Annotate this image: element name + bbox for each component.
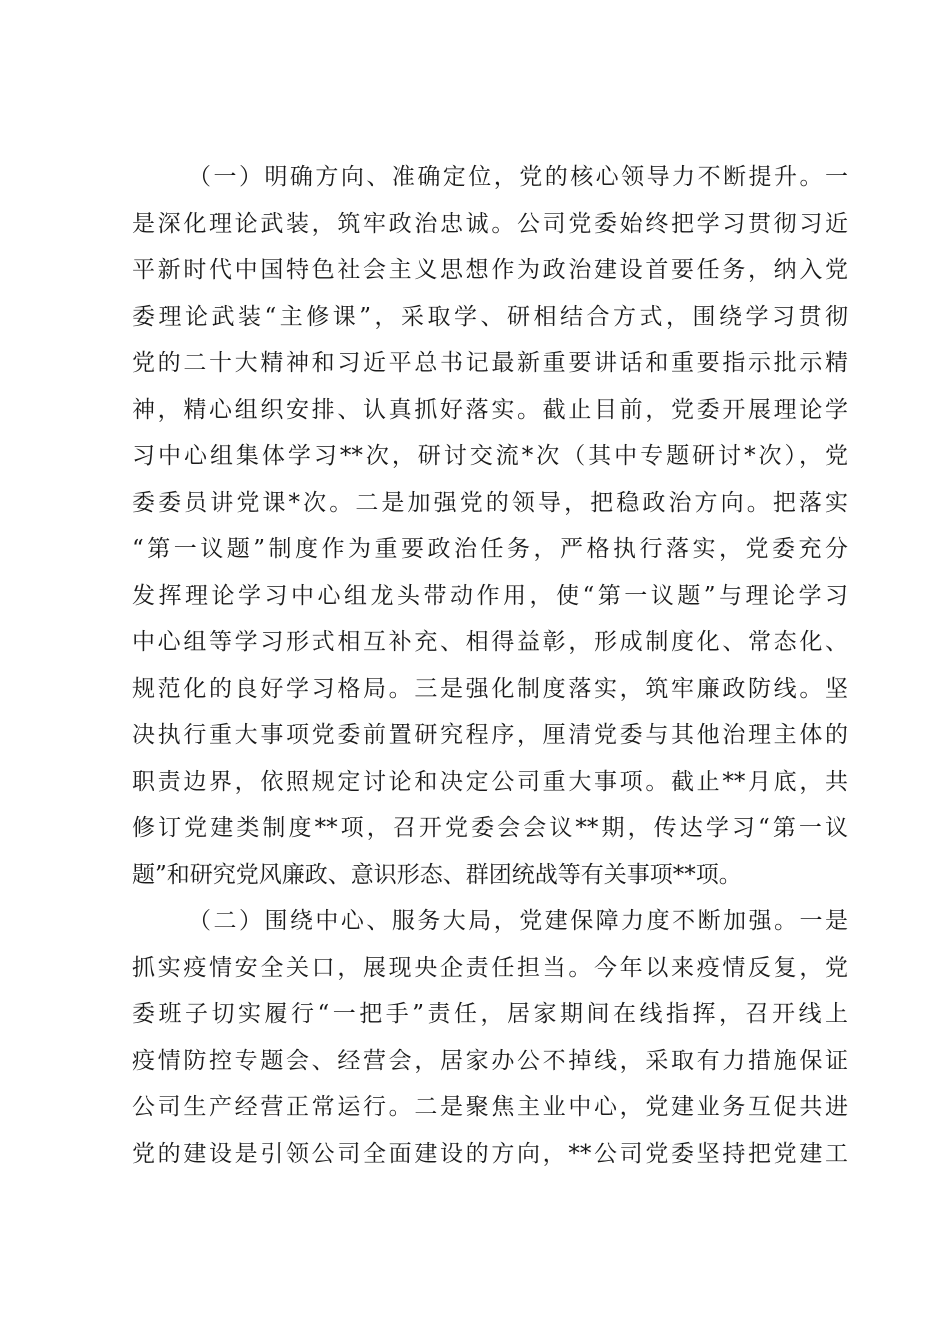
text-line: 发挥理论学习中心组龙头带动作用，使“第一议题”与理论学习	[132, 582, 848, 609]
text-line: 修订党建类制度**项，召开党委会会议**期，传达学习“第一议	[132, 815, 848, 841]
text-line: 平新时代中国特色社会主义思想作为政治建设首要任务，纳入党	[132, 257, 848, 283]
text-line: （一）明确方向、准确定位，党的核心领导力不断提升。一	[188, 164, 848, 190]
text-line: 党的建设是引领公司全面建设的方向，**公司党委坚持把党建工	[132, 1140, 848, 1167]
text-line: （二）围绕中心、服务大局，党建保障力度不断加强。一是	[188, 908, 848, 934]
text-line: 中心组等学习形式相互补充、相得益彰，形成制度化、常态化、	[132, 629, 848, 655]
text-line: 抓实疫情安全关口，展现央企责任担当。今年以来疫情反复，党	[132, 954, 848, 981]
text-line: 习中心组集体学习**次，研讨交流*次（其中专题研讨*次），党	[132, 443, 848, 469]
text-line: 疫情防控专题会、经营会，居家办公不掉线，采取有力措施保证	[132, 1047, 848, 1074]
text-line: 规范化的良好学习格局。三是强化制度落实，筑牢廉政防线。坚	[132, 675, 848, 702]
text-line: 公司生产经营正常运行。二是聚焦主业中心，党建业务互促共进	[132, 1094, 848, 1120]
text-line: 委班子切实履行“一把手”责任，居家期间在线指挥，召开线上	[132, 1001, 848, 1027]
text-line: 决执行重大事项党委前置研究程序，厘清党委与其他治理主体的	[132, 722, 848, 748]
text-line: 委委员讲党课*次。二是加强党的领导，把稳政治方向。把落实	[132, 489, 848, 516]
text-line: 题”和研究党风廉政、意识形态、群团统战等有关事项**项。	[132, 861, 742, 888]
document-body	[132, 154, 848, 1177]
text-line: 委理论武装“主修课”，采取学、研相结合方式，围绕学习贯彻	[132, 303, 848, 330]
text-line: 是深化理论武装，筑牢政治忠诚。公司党委始终把学习贯彻习近	[132, 210, 848, 237]
text-line: 神，精心组织安排、认真抓好落实。截止目前，党委开展理论学	[132, 396, 848, 423]
text-line: 党的二十大精神和习近平总书记最新重要讲话和重要指示批示精	[132, 350, 848, 376]
text-line: “第一议题”制度作为重要政治任务，严格执行落实，党委充分	[132, 536, 848, 562]
paragraph-2	[132, 898, 848, 1177]
paragraph-1	[132, 154, 848, 898]
text-line: 职责边界，依照规定讨论和决定公司重大事项。截止**月底，共	[132, 768, 848, 795]
